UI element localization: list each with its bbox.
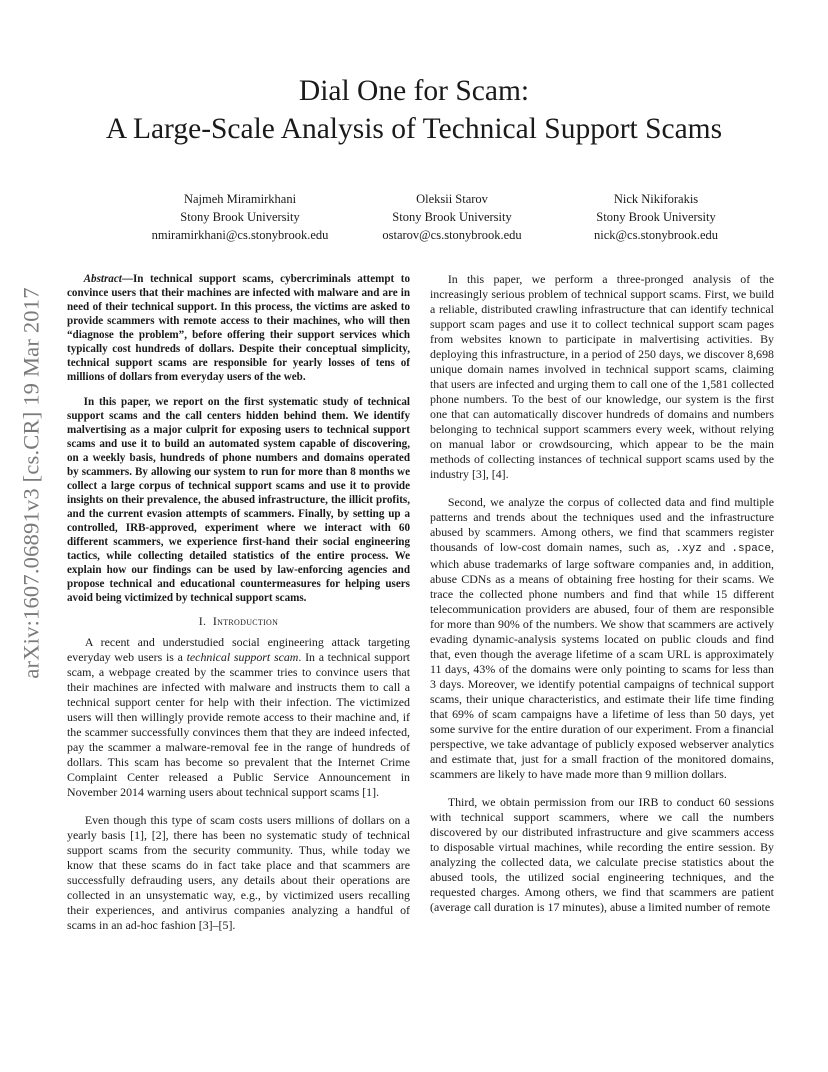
author-block-1 bbox=[120, 190, 360, 244]
intro-p4-text-c: , which abuse trademarks of large software companies and, in addition, abuse CDNs as a means of obtaining free hosting for their scams. We trace the collected phone numbers and find that while 15 different telecommunication providers are abused, four of them are responsible for more than 90% of the numbers. We show that scammers are actively evading dynamic-analysis systems located on public clouds and find that, even though the average lifetime of a scam URL is approximately 11 days, 43% of the domains were only pointing to scams for less than 3 days. Moreover, we identify potential campaigns of technical support scams, their unique characteristics, and estimate their life time finding that 69% of scam campaigns have a lifetime of less than 50 days, yet some survive for the entire duration of our experiment. From a financial perspective, we take advantage of publicly exposed webserver analytics and estimate that, just for a small fraction of the monitored domains, scammers are likely to have made more than 9 million dollars. bbox=[430, 540, 774, 781]
section-title: Introduction bbox=[212, 614, 279, 628]
intro-p4-text-b: and bbox=[701, 540, 732, 554]
tld-space-code: .space bbox=[731, 543, 772, 555]
title-line-1: Dial One for Scam: bbox=[298, 75, 530, 107]
paper-title bbox=[0, 72, 828, 148]
left-column bbox=[67, 272, 410, 946]
intro-p4-text-a: Second, we analyze the corpus of collected data and find multiple patterns and trends about the techniques used and the infrastructure abused by scammers. Among others, we find that scammers register thousands of low-cost domain names, such as, bbox=[430, 495, 774, 554]
author-affiliation: Stony Brook University bbox=[596, 210, 716, 224]
tld-xyz-code: .xyz bbox=[675, 543, 702, 555]
author-email: ostarov@cs.stonybrook.edu bbox=[382, 228, 522, 242]
abstract-paragraph-2: In this paper, we report on the first systematic study of technical support scams and the call centers hidden behind them. We identify malvertising as a major culprit for exposing users to technical support scams and use it to build an automated system capable of discovering, on a weekly basis, hundreds of phone numbers and domains operated by scammers. By allowing our system to run for more than 8 months we collect a large corpus of technical support scams and use it to provide insights on their prevalence, the abused infrastructure, the illicit profits, and the current evasion attempts of scammers. Finally, by setting up a controlled, IRB-approved, experiment where we interact with 60 different scammers, we experience first-hand their social engineering tactics, while collecting detailed statistics of the entire process. We explain how our findings can be used by law-enforcing agencies and propose technical and educational countermeasures for helping users avoid being victimized by technical support scams. bbox=[67, 396, 410, 604]
arxiv-id-text: arXiv:1607.06891v3 [cs.CR] 19 Mar 2017 bbox=[19, 287, 44, 679]
intro-p1-text-b: . In a technical support scam, a webpage created by the scammer tries to convince users that their machines are infected with malware and instructs them to call a technical support center for help with their infection. The victimized users will then willingly provide remote access to their machine and, if the scammer successfully convinces them that they are indeed infected, pay the scammer a malware-removal fee in the range of hundreds of dollars. This scam has become so prevalent that the Internet Crime Complaint Center released a Public Service Announcement in November 2014 warning users about technical support scams [1]. bbox=[67, 650, 410, 799]
author-name: Nick Nikiforakis bbox=[613, 192, 699, 206]
section-heading-introduction bbox=[67, 614, 410, 629]
author-name: Oleksii Starov bbox=[416, 192, 488, 206]
author-affiliation: Stony Brook University bbox=[180, 210, 300, 224]
intro-p1-text-a: A recent and understudied social engineering attack targeting everyday web users is a bbox=[67, 635, 410, 664]
author-block-2 bbox=[352, 190, 552, 244]
intro-p1-emphasis: technical support scam bbox=[186, 650, 299, 664]
author-email: nmiramirkhani@cs.stonybrook.edu bbox=[151, 228, 329, 242]
abstract-label: Abstract bbox=[83, 273, 122, 285]
author-block-3 bbox=[556, 190, 756, 244]
intro-paragraph-3: In this paper, we perform a three-pronged analysis of the increasingly serious problem of technical support scams. First, we build a reliable, distributed crawling infrastructure that can identify technical support scam pages and use it to collect technical support scam pages from websites known to participate in malvertising activities. By deploying this infrastructure, in a period of 250 days, we discover 8,698 unique domain names involved in technical support scams, claiming that users are infected and urging them to call one of the 1,581 collected phone numbers. To the best of our knowledge, our system is the first one that can automatically discover hundreds of domains and numbers belonging to technical support scammers every week, without relying on manual labor or crowdsourcing, which appear to be the main methods of collecting instances of technical support scams used by the industry [3], [4]. bbox=[430, 272, 774, 481]
author-affiliation: Stony Brook University bbox=[392, 210, 512, 224]
intro-paragraph-1 bbox=[67, 635, 410, 800]
author-name: Najmeh Miramirkhani bbox=[183, 192, 297, 206]
intro-paragraph-2: Even though this type of scam costs users millions of dollars on a yearly basis [1], [2], there has been no systematic study of technical support scams from the security community. Thus, while today we know that these scams do in fact take place and that scammers are successfully defrauding users, any details about their operations are collected in an unsystematic way, e.g., by victimized users recalling their experiences, and antivirus companies analyzing a handful of scams in an ad-hoc fashion [3]–[5]. bbox=[67, 813, 410, 932]
intro-paragraph-5: Third, we obtain permission from our IRB to conduct 60 sessions with technical support scammers, where we call the numbers discovered by our distributed infrastructure and give scammers access to disposable virtual machines, while recording the entire session. By analyzing the collected data, we calculate precise statistics about the abused tools, the utilized social engineering techniques, and the requested charges. Among others, we find that scammers are patient (average call duration is 17 minutes), abuse a limited number of remote bbox=[430, 795, 774, 914]
intro-paragraph-4 bbox=[430, 495, 774, 782]
author-email: nick@cs.stonybrook.edu bbox=[594, 228, 718, 242]
arxiv-identifier-stamp bbox=[2, 283, 62, 683]
title-line-2: A Large-Scale Analysis of Technical Support Scams bbox=[105, 113, 723, 145]
right-column bbox=[430, 272, 774, 928]
section-number: I. bbox=[198, 614, 207, 628]
abstract-text-1: —In technical support scams, cybercriminals attempt to convince users that their machines are infected with malware and are in need of their technical support. In this process, the victims are asked to provide scammers with remote access to their machines, who will then “diagnose the problem”, before offering their support services which typically cost hundreds of dollars. Despite their conceptual simplicity, technical support scams are responsible for yearly losses of tens of millions of dollars from everyday users of the web. bbox=[67, 273, 410, 383]
abstract-paragraph-1 bbox=[67, 272, 410, 384]
